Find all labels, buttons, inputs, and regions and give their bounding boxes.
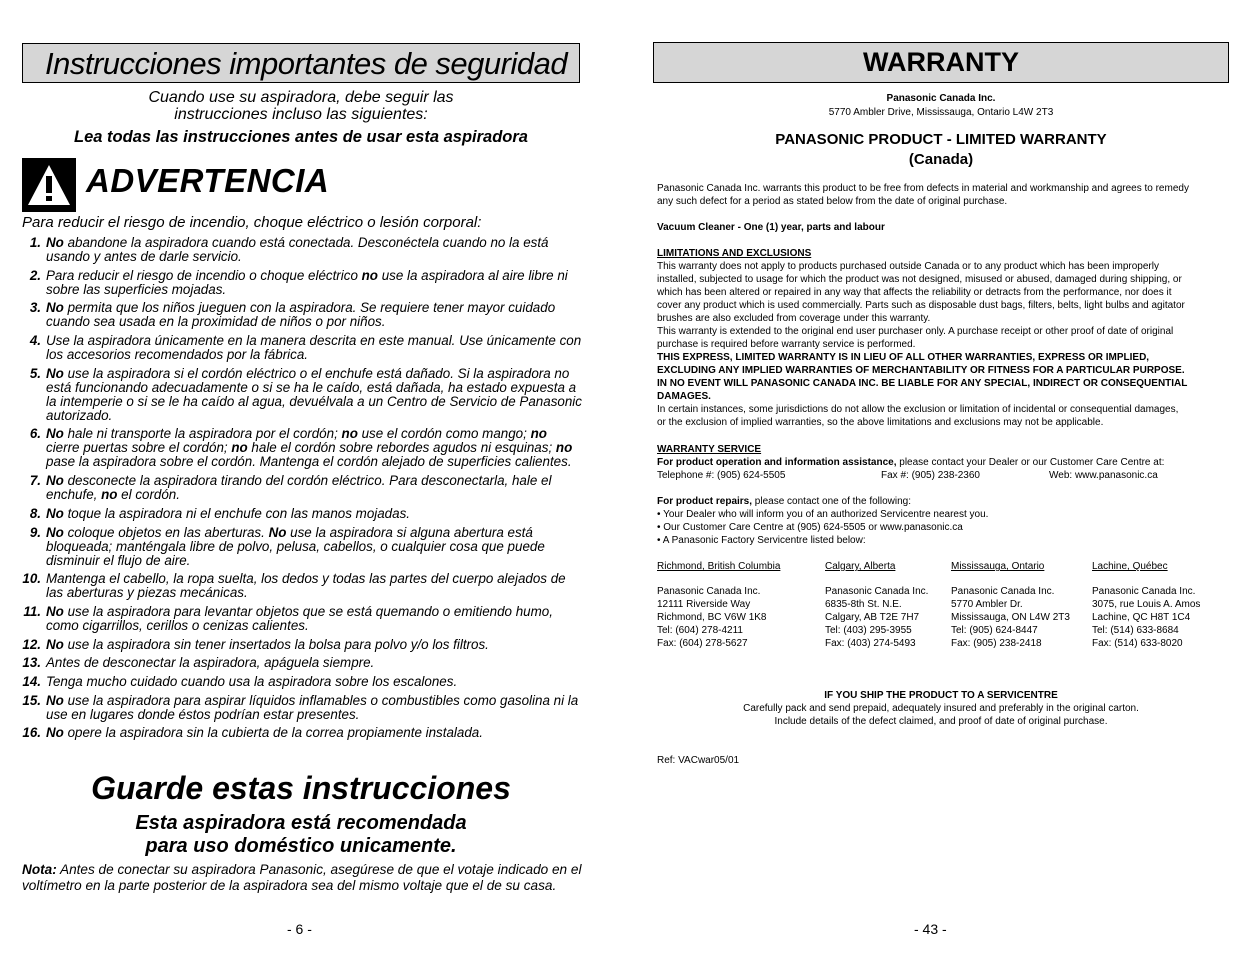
item-text: coloque objetos en las aberturas. [63,524,269,540]
item-emphasis: No [46,426,64,442]
reference-code: Ref: VACwar05/01 [657,755,740,766]
item-text: Para reducir el riesgo de incendio o choque eléctrico [46,267,362,283]
limitations-line: which has been altered or repaired in any way that affects the reliability or detracts from the performance, nor does it [657,287,1172,298]
item-text: use la aspiradora si alguna abertura está bloqueada; manténgala libre de polvo, pelusa, cabellos, o cualquier cosa que puede disminuir el flujo de aire. [46,524,545,568]
warranty-title-box [653,42,1229,83]
safety-item [22,301,582,329]
warranty-heading-1: PANASONIC PRODUCT - LIMITED WARRANTY [775,131,1107,148]
recommendation-line-2: para uso doméstico unicamente. [145,835,457,857]
item-emphasis: No [46,725,64,741]
ship-line-1: Carefully pack and send prepaid, adequately insured and preferably in the original carton. [743,703,1139,714]
assistance-line [657,456,1164,469]
ship-title: IF YOU SHIP THE PRODUCT TO A SERVICENTRE [824,690,1058,701]
item-emphasis: no [530,426,547,442]
servicentre-detail: 6835-8th St. N.E. [825,599,902,610]
safety-item [22,269,582,297]
item-number: 7. [29,473,41,489]
warranty-para-line: any such defect for a period as stated below from the date of original purchase. [657,196,1008,207]
warning-triangle-icon [22,158,76,212]
item-emphasis: No [268,524,287,540]
repairs-line [657,495,911,508]
warranty-service-title: WARRANTY SERVICE [657,444,762,455]
limitations-line: EXCLUDING ANY IMPLIED WARRANTIES OF MERCHANTABILITY OR FITNESS FOR A PARTICULAR PURPOSE. [657,365,1185,376]
item-emphasis: No [46,300,64,316]
servicentre-detail: Tel: (514) 633-8684 [1092,625,1179,636]
safety-title-box [22,43,580,83]
item-text: Mantenga el cabello, la ropa suelta, los dedos y todas las partes del cuerpo alejados de las aberturas y piezas mecánicas. [46,571,566,601]
item-emphasis: No [46,524,64,540]
warranty-para-line: Panasonic Canada Inc. warrants this product to be free from defects in material and workmanship and agrees to remedy [657,183,1189,194]
limitations-line: IN NO EVENT WILL PANASONIC CANADA INC. BE LIABLE FOR ANY SPECIAL, INDIRECT OR CONSEQUENTIAL [657,378,1188,389]
intro-line-1: Cuando use su aspiradora, debe seguir las [148,89,454,106]
item-number: 11. [23,603,41,619]
servicentre-detail: 12111 Riverside Way [657,599,751,610]
item-text: pase la aspiradora sobre el cordón. Mantenga el cordón alejado de superficies calientes. [46,454,572,470]
safety-item [22,605,582,633]
servicentre-city: Lachine, Québec [1092,561,1168,572]
repairs-label: For product repairs, [657,496,753,507]
company-name: Panasonic Canada Inc. [886,93,996,104]
servicentre-detail: Panasonic Canada Inc. [1092,586,1196,597]
voltage-note [22,862,587,893]
repairs-text: please contact one of the following: [752,496,912,507]
safety-item [22,474,582,502]
assistance-text: please contact your Dealer or our Customer Care Centre at: [896,457,1165,468]
limitations-line: In certain instances, some jurisdictions do not allow the exclusion or limitation of incidental or consequential damages, [657,404,1179,415]
limitations-line: This warranty does not apply to products purchased outside Canada or to any product which has been improperly [657,261,1159,272]
servicentre-city: Calgary, Alberta [825,561,896,572]
warranty-title: WARRANTY [863,47,1019,77]
item-text: hale ni transporte la aspiradora por el cordón; [63,426,342,442]
item-text: use la aspiradora para levantar objetos que se está quemando o emitiendo humo, como cigarrillos, cerillos o cenizas calientes. [46,603,553,633]
left-page [0,0,617,954]
item-number: 10. [22,571,41,587]
repair-option: • A Panasonic Factory Servicentre listed below: [657,535,866,546]
servicentre-detail: Tel: (604) 278-4211 [657,625,743,636]
item-text: Use la aspiradora únicamente en la manera descrita en este manual. Use únicamente con los accesorios recomendados por la fábrica. [46,333,582,363]
item-number: 3. [29,300,41,316]
item-number: 9. [29,524,41,540]
assistance-label: For product operation and information assistance, [657,457,897,468]
item-text: use la aspiradora para aspirar líquidos inflamables o combustibles como gasolina ni la use en lugares donde éstos podrían estar presentes. [46,692,579,722]
item-number: 14. [22,673,41,689]
limitations-line: purchase is required before warranty service is performed. [657,339,916,350]
repair-option: • Our Customer Care Centre at (905) 624-5505 or www.panasonic.ca [657,522,963,533]
limitations-line: brushes are also excluded from coverage under this warranty. [657,313,931,324]
servicentre-detail: 5770 Ambler Dr. [951,599,1023,610]
limitations-line: THIS EXPRESS, LIMITED WARRANTY IS IN LIEU OF ALL OTHER WARRANTIES, EXPRESS OR IMPLIED, [657,352,1150,363]
item-emphasis: no [361,267,378,283]
limitations-line: DAMAGES. [657,391,711,402]
safety-item [22,675,582,689]
recommendation-line-1: Esta aspiradora está recomendada [135,812,467,834]
warning-title: ADVERTENCIA [86,162,330,199]
risk-reduction-intro: Para reducir el riesgo de incendio, choque eléctrico o lesión corporal: [22,214,482,231]
limitations-line: This warranty is extended to the original end user purchaser only. A purchase receipt or other proof of date of original [657,326,1174,337]
servicentre-detail: Panasonic Canada Inc. [951,586,1055,597]
page-number-right: - 43 - [914,921,947,937]
item-emphasis: No [46,692,64,708]
item-emphasis: No [46,473,64,489]
item-number: 1. [29,235,41,250]
item-emphasis: No [46,603,64,619]
servicentre-detail: Richmond, BC V6W 1K8 [657,612,767,623]
limitations-line: or the exclusion of implied warranties, so the above limitations and exclusions may not be applicable. [657,417,1104,428]
servicentre-detail: Calgary, AB T2E 7H7 [825,612,920,623]
item-number: 2. [29,267,41,283]
safety-item [22,427,582,469]
safety-item [22,656,582,670]
page-number-left: - 6 - [287,921,312,937]
item-text: opere la aspiradora sin la cubierta de la correa propiamente instalada. [63,725,483,741]
safety-item [22,236,582,264]
item-text: hale el cordón sobre rebordes agudos ni esquinas; [247,440,556,456]
servicentre-detail: 3075, rue Louis A. Amos [1092,599,1201,610]
item-emphasis: no [555,440,573,456]
limitations-line: installed, subjected to usage for which the product was not designed, misused or abused, damaged during shipping, or [657,274,1182,285]
servicentre-city: Richmond, British Columbia [657,561,781,572]
item-text: cierre puertas sobre el cordón; [46,440,232,456]
fax: Fax #: (905) 238-2360 [881,470,980,481]
item-number: 16. [22,725,41,741]
servicentre-detail: Fax: (403) 274-5493 [825,638,916,649]
item-text: use la aspiradora al aire libre ni sobre las superficies mojadas. [46,267,568,297]
servicentre-detail: Tel: (403) 295-3955 [825,625,912,636]
item-text: Antes de desconectar la aspiradora, apáguela siempre. [46,655,375,671]
safety-item [22,526,582,568]
safety-item [22,572,582,600]
limitations-title: LIMITATIONS AND EXCLUSIONS [657,248,812,259]
safety-title: Instrucciones importantes de seguridad [45,46,568,81]
item-text: use la aspiradora si el cordón eléctrico o el enchufe está dañado. Si la aspiradora no está funcionando adecuadamente o si se ha le caído, está dañada, ha estado expuesta a la intemperie o si se le ha caído al agua, devuélvala a un Centro de Servicio de Panasonic autorizado. [46,365,582,423]
servicentre-city: Mississauga, Ontario [951,561,1045,572]
safety-item [22,638,582,652]
item-emphasis: No [46,235,64,250]
item-emphasis: No [46,365,64,381]
safety-item [22,334,582,362]
item-text: abandone la aspiradora cuando está conectada. Desconéctela cuando no la está usando y antes de darle servicio. [46,235,549,264]
safety-list [22,236,582,745]
item-emphasis: no [341,426,358,442]
vacuum-coverage: Vacuum Cleaner - One (1) year, parts and labour [657,222,885,233]
servicentre-detail: Fax: (604) 278-5627 [657,638,748,649]
repair-option: • Your Dealer who will inform you of an authorized Servicentre nearest you. [657,509,989,520]
servicentre-detail: Fax: (905) 238-2418 [951,638,1042,649]
item-text: desconecte la aspiradora tirando del cordón eléctrico. Para desconectarla, hale el enchufe, [46,473,552,503]
item-number: 8. [29,505,41,521]
safety-item [22,726,582,740]
safety-item [22,694,582,722]
servicentre-detail: Mississauga, ON L4W 2T3 [951,612,1070,623]
item-number: 12. [22,636,41,652]
item-number: 15. [22,692,41,708]
limitations-line: cover any product which is used commercially. Parts such as disposable dust bags, filters, belts, light bulbs and agitator [657,300,1185,311]
company-address: 5770 Ambler Drive, Mississauga, Ontario L4W 2T3 [828,107,1054,118]
safety-item [22,367,582,423]
warranty-heading-2: (Canada) [908,151,974,168]
item-number: 6. [29,426,41,442]
servicentre-detail: Panasonic Canada Inc. [825,586,929,597]
safety-item [22,507,582,521]
item-number: 13. [22,655,41,671]
save-instructions-title: Guarde estas instrucciones [91,770,511,806]
intro-line-2: instrucciones incluso las siguientes: [174,106,428,123]
item-emphasis: no [101,487,118,503]
item-text: Tenga mucho cuidado cuando usa la aspiradora sobre los escalones. [46,673,458,689]
ship-line-2: Include details of the defect claimed, and proof of date of original purchase. [774,716,1108,727]
item-emphasis: No [46,636,64,652]
item-number: 5. [29,365,41,381]
servicentre-detail: Tel: (905) 624-8447 [951,625,1038,636]
web: Web: www.panasonic.ca [1049,470,1158,481]
servicentre-detail: Fax: (514) 633-8020 [1092,638,1183,649]
note-text: Antes de conectar su aspiradora Panasonic, asegúrese de que el votaje indicado en el voltímetro en la parte posterior de la aspiradora sea del mismo voltaje que el de su casa. [22,862,582,893]
household-recommendation [22,812,580,858]
servicentre-detail: Lachine, QC H8T 1C4 [1092,612,1191,623]
right-page [617,0,1235,954]
item-text: toque la aspiradora ni el enchufe con las manos mojadas. [63,505,410,521]
item-emphasis: no [231,440,248,456]
item-text: permita que los niños jueguen con la aspiradora. Se requiere tener mayor cuidado cuando sea usada en la proximidad de niños o por niños. [46,300,556,330]
item-emphasis: No [46,505,64,521]
servicentre-detail: Panasonic Canada Inc. [657,586,761,597]
item-text: use la aspiradora sin tener insertados la bolsa para polvo y/o los filtros. [63,636,489,652]
item-number: 4. [29,333,41,349]
telephone: Telephone #: (905) 624-5505 [657,470,786,481]
read-all-instructions: Lea todas las instrucciones antes de usar esta aspiradora [74,128,528,146]
item-text: el cordón. [117,487,180,503]
warning-header [22,158,422,213]
note-label: Nota: [22,862,57,877]
item-text: use el cordón como mango; [357,426,531,442]
